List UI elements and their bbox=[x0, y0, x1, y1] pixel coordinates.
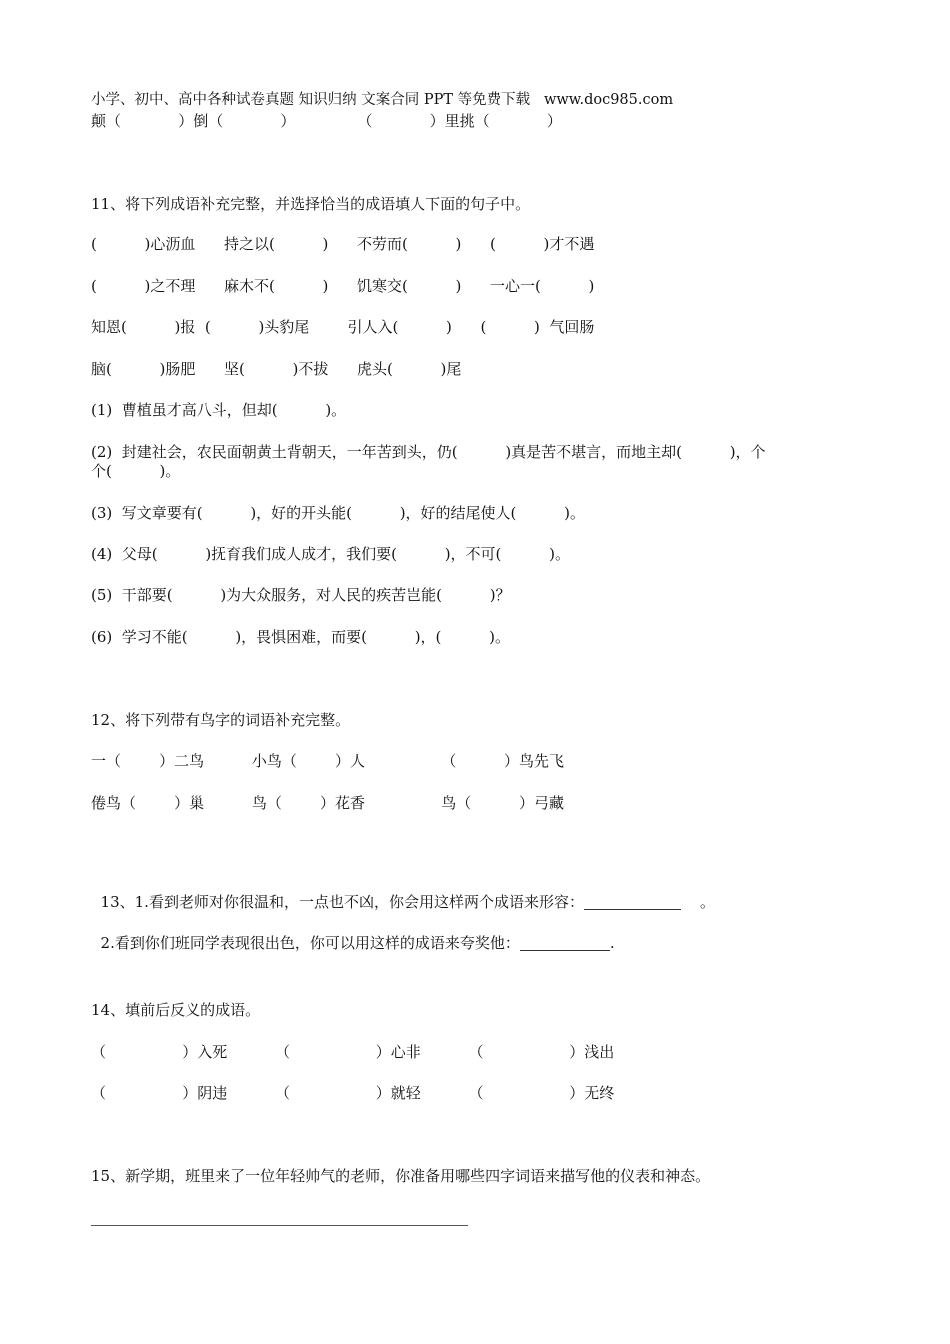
q13-line2 bbox=[91, 920, 615, 951]
q14-row: （ ）阴违 （ ）就轻 （ ）无终 bbox=[91, 1084, 615, 1102]
q13-line2-end: . bbox=[609, 934, 615, 952]
q11-row: ( )心沥血 持之以( ) 不劳而( ) ( )才不遇 bbox=[91, 235, 595, 253]
q14-row: （ ）入死 （ ）心非 （ ）浅出 bbox=[91, 1043, 615, 1061]
page-header: 小学、初中、高中各种试卷真题 知识归纳 文案合同 PPT 等免费下载 www.doc985.com bbox=[91, 92, 674, 108]
answer-line[interactable] bbox=[91, 1225, 468, 1226]
q11-row: ( )之不理 麻木不( ) 饥寒交( ) 一心一( ) bbox=[91, 277, 595, 295]
q11-sentence: (5) 干部要( )为大众服务，对人民的疾苦岂能( )？ bbox=[91, 586, 511, 604]
q13-line1-text: 13、1.看到老师对你很温和，一点也不凶，你会用这样两个成语来形容： bbox=[100, 893, 584, 911]
answer-blank[interactable] bbox=[584, 894, 681, 910]
q14-title: 14、填前后反义的成语。 bbox=[91, 1001, 261, 1019]
q10-tail-line: 颠（ ）倒（ ） （ ）里挑（ ） bbox=[91, 112, 562, 130]
q15-title: 15、新学期，班里来了一位年轻帅气的老师，你准备用哪些四字词语来描写他的仪表和神态。 bbox=[91, 1167, 711, 1185]
q13-line1-end: 。 bbox=[680, 893, 716, 911]
q12-row: 倦鸟（ ）巢 鸟（ ）花香 鸟（ ）弓藏 bbox=[91, 794, 564, 812]
q12-row: 一（ ）二鸟 小鸟（ ）人 （ ）鸟先飞 bbox=[91, 752, 564, 770]
q11-title: 11、将下列成语补充完整，并选择恰当的成语填人下面的句子中。 bbox=[91, 195, 531, 213]
q12-title: 12、将下列带有鸟字的词语补充完整。 bbox=[91, 711, 351, 729]
q13-line1 bbox=[91, 879, 715, 910]
q11-sentence: (2) 封建社会，农民面朝黄土背朝天，一年苦到头，仍( )真是苦不堪言，而地主却( )，个 bbox=[91, 443, 766, 461]
q11-row: 脑( )肠肥 坚( )不拔 虎头( )尾 bbox=[91, 360, 462, 378]
q13-line2-text: 2.看到你们班同学表现很出色，你可以用这样的成语来夸奖他： bbox=[100, 934, 520, 952]
q11-row: 知恩( )报 ( )头豹尾 引人入( ) ( ) 气回肠 bbox=[91, 318, 595, 336]
q11-sentence-cont: 个( )。 bbox=[91, 462, 181, 480]
q11-sentence: (6) 学习不能( )，畏惧困难，而要( )，( )。 bbox=[91, 628, 510, 646]
answer-blank[interactable] bbox=[520, 935, 610, 951]
q11-sentence: (4) 父母( )抚育我们成人成才，我们要( )，不可( )。 bbox=[91, 545, 570, 563]
q11-sentence: (3) 写文章要有( )，好的开头能( )，好的结尾使人( )。 bbox=[91, 504, 585, 522]
q11-sentence: (1) 曹植虽才高八斗，但却( )。 bbox=[91, 401, 347, 419]
